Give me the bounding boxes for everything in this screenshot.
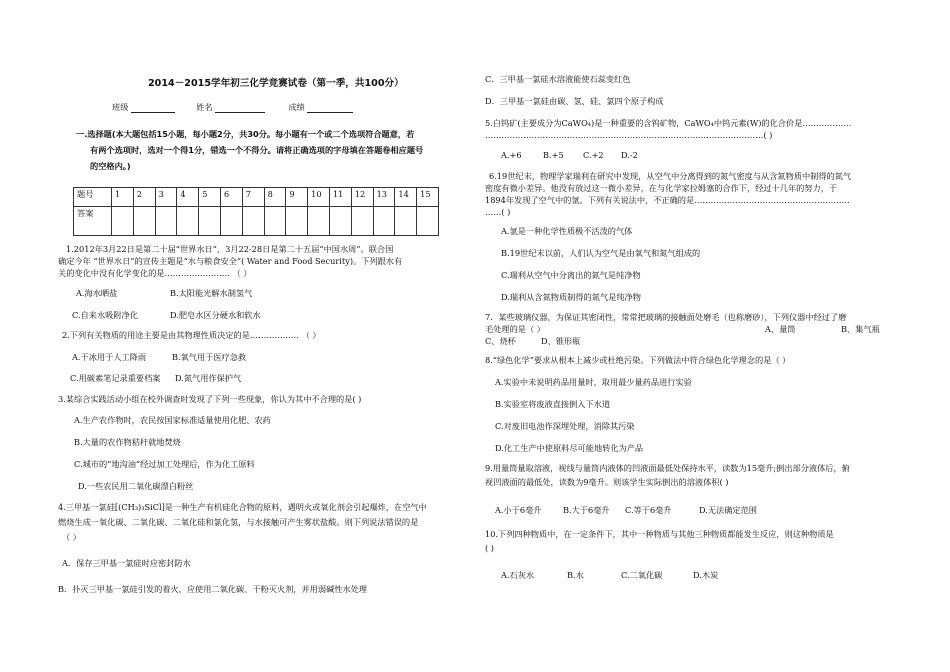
question-10-line-1: 10.下列四种物质中，在一定条件下，其中一种物质与其他三种物质都能发生反应，则这种物质是 xyxy=(485,529,834,539)
question-6-line-2: 密度有微小差异。他没有放过这一微小差异，在与化学家拉姆塞的合作下，经过十几年的努力，于 xyxy=(485,183,838,193)
table-number: 1 xyxy=(112,188,134,207)
class-label: 班级 xyxy=(112,102,129,112)
score-label: 成绩 xyxy=(288,102,305,112)
question-5-option-b: B.+5 xyxy=(543,150,564,160)
question-2-option-b: B.氧气用于医疗急救 xyxy=(172,352,247,362)
table-number: 4 xyxy=(177,188,199,207)
table-number: 10 xyxy=(308,188,330,207)
question-4-option-b: B．扑灭三甲基一氯硅引发的着火，应使用二氧化碳、干粉灭火剂，并用弱碱性水处理 xyxy=(58,584,367,594)
info-line xyxy=(112,102,353,113)
question-7-option-b: B、集气瓶 xyxy=(841,324,880,334)
instructions-line-3: 的空格内。) xyxy=(90,161,131,171)
table-number: 5 xyxy=(199,188,221,207)
question-8-option-c: C.对废旧电池作深埋处理，消除其污染 xyxy=(495,421,635,431)
table-number: 14 xyxy=(395,188,417,207)
question-6-line-1: 6.19世纪末，物理学家瑞利在研究中发现，从空气中分离得到的氮气密度与从含氮物质中制得的氮气 xyxy=(489,171,852,181)
question-1-option-a: A.海水晒盐 xyxy=(76,288,118,298)
question-1-line-1: 1.2012年3月22日是第二十届“世界水日”，3月22-28日是第二十五届“中国水周”。联合国 xyxy=(66,244,394,254)
question-5-line-1: 5.白钨矿(主要成分为CaWO₄)是一种重要的含钨矿物，CaWO₄中钨元素(W)的化合价是……………… xyxy=(485,118,852,128)
instructions-line-2: 有两个选项时，选对一个得1分，错选一个不得分。请将正确选项的字母填在答题卷相应题号 xyxy=(90,145,424,155)
question-2: 2.下列有关物质的用途主要是由其物理性质决定的是……………… （ ） xyxy=(62,330,321,340)
question-3-option-a: A.生产农作物时，农民按国家标准适量使用化肥、农药 xyxy=(74,415,271,425)
answer-cell[interactable] xyxy=(373,207,395,236)
question-3: 3.某综合实践活动小组在校外调查时发现了下列一些现象，你认为其中不合理的是( ) xyxy=(58,394,362,404)
table-number: 12 xyxy=(351,188,373,207)
question-9-option-c: C.等于6毫升 xyxy=(625,505,672,515)
class-field[interactable] xyxy=(131,103,175,113)
table-number: 7 xyxy=(242,188,264,207)
question-6-option-b: B.19世纪末以前，人们认为空气是由氧气和氮气组成的 xyxy=(501,248,701,258)
question-7-line-2: 毛处理的是（ ） xyxy=(485,324,545,334)
table-answer-label: 答案 xyxy=(74,207,112,236)
answer-cell[interactable] xyxy=(112,207,134,236)
answer-table-answer-row xyxy=(74,207,439,236)
question-3-option-b: B.大量的农作物秸秆就地焚烧 xyxy=(74,437,181,447)
question-4-line-3: （ ） xyxy=(62,532,81,542)
question-7-line-1: 7．某些玻璃仪器，为保证其密闭性，常常把玻璃的接触面处磨毛（也称磨砂），下列仪器中经过了磨 xyxy=(485,312,847,322)
answer-cell[interactable] xyxy=(155,207,177,236)
question-10-option-c: C.二氧化碳 xyxy=(621,570,663,580)
name-field[interactable] xyxy=(215,103,265,113)
question-4-line-2: 燃烧生成一氧化碳、二氧化碳、二氧化硅和氯化氢，与水接触可产生雾状盐酸。则下列说法错误的是 xyxy=(58,517,419,527)
question-2-option-a: A.干冰用于人工降雨 xyxy=(72,352,147,362)
question-1-option-c: C.自来水吸附净化 xyxy=(72,310,138,320)
question-9-option-a: A.小于6毫升 xyxy=(495,505,542,515)
answer-cell[interactable] xyxy=(395,207,417,236)
answer-cell[interactable] xyxy=(351,207,373,236)
question-10-option-d: D.木炭 xyxy=(693,570,719,580)
question-8-option-b: B.实验室将废液直接倒入下水道 xyxy=(495,399,611,409)
question-4-line-1: 4.三甲基一氯硅[(CH₃)₃SiCl]是一种生产有机硅化合物的原料，遇明火或氧化剂会引起爆炸，在空气中 xyxy=(58,502,427,512)
question-6-option-d: D.瑞利从含氮物质制得的氮气是纯净物 xyxy=(501,292,641,302)
answer-cell[interactable] xyxy=(177,207,199,236)
question-9-option-b: B.大于6毫升 xyxy=(563,505,610,515)
question-1-option-d: D.肥皂水区分硬水和软水 xyxy=(170,310,261,320)
answer-cell[interactable] xyxy=(264,207,286,236)
question-2-option-d: D.氮气用作保护气 xyxy=(175,373,242,383)
question-8-option-d: D.化工生产中使原料尽可能地转化为产品 xyxy=(495,443,644,453)
table-number: 6 xyxy=(220,188,242,207)
question-5-option-a: A.+6 xyxy=(501,150,522,160)
question-6-line-4: ……( ) xyxy=(485,207,511,217)
name-label: 姓名 xyxy=(196,102,213,112)
exam-title: 2014－2015学年初三化学竞赛试卷（第一季，共100分） xyxy=(148,78,404,89)
answer-cell[interactable] xyxy=(199,207,221,236)
question-4-option-d: D．三甲基一氯硅由碳、氢、硅、氯四个原子构成 xyxy=(485,96,664,106)
answer-cell[interactable] xyxy=(308,207,330,236)
question-4-option-a: A．保存三甲基一氯硅时应密封防水 xyxy=(62,558,191,568)
question-6-option-c: C.瑞利从空气中分离出的氮气是纯净物 xyxy=(501,270,641,280)
question-1-line-2: 确定今年 “世界水日”的宣传主题是“水与粮食安全”( Water and Food Security)。下列跟水有 xyxy=(58,256,403,266)
question-10-option-b: B.水 xyxy=(567,570,584,580)
question-1-option-b: B.太阳能光解水制氢气 xyxy=(170,288,253,298)
question-4-option-c: C．三甲基一氯硅水溶液能使石蕊变红色 xyxy=(485,74,631,84)
question-7-option-c: C、烧杯 xyxy=(485,336,516,346)
question-5-line-2: …………………………………………………………………………………………( ) xyxy=(485,130,773,140)
table-number: 15 xyxy=(417,188,439,207)
answer-cell[interactable] xyxy=(286,207,308,236)
right-column xyxy=(475,0,950,672)
question-10-option-a: A.石灰水 xyxy=(501,570,535,580)
question-3-option-c: C.城市的“地沟油”经过加工处理后，作为化工原料 xyxy=(74,459,255,469)
score-field[interactable] xyxy=(307,103,353,113)
instructions-line-1: 一.选择题(本大题包括15小题，每小题2分，共30分。每小题有一个或二个选项符合题意，若 xyxy=(76,129,415,139)
table-number: 8 xyxy=(264,188,286,207)
table-number: 3 xyxy=(155,188,177,207)
question-5-option-c: C.+2 xyxy=(583,150,604,160)
answer-table-header-row xyxy=(74,188,439,207)
answer-cell[interactable] xyxy=(417,207,439,236)
question-8-option-a: A.实验中未说明药品用量时，取用最少量药品进行实验 xyxy=(495,377,692,387)
question-1-line-3: 关的变化中没有化学变化的是…………………… （ ） xyxy=(58,268,252,278)
answer-cell[interactable] xyxy=(329,207,351,236)
answer-cell[interactable] xyxy=(220,207,242,236)
question-3-option-d: D.一些农民用二氧化碳漂白粉丝 xyxy=(78,481,194,491)
question-10-line-2: ( ) xyxy=(485,543,494,553)
question-5-option-d: D.-2 xyxy=(621,150,638,160)
answer-table xyxy=(73,187,439,236)
table-number: 9 xyxy=(286,188,308,207)
answer-cell[interactable] xyxy=(242,207,264,236)
question-6-line-3: 1894年发现了空气中的氩。下列有关说法中，不正确的是………………………………………………… xyxy=(485,195,850,205)
table-number: 11 xyxy=(329,188,351,207)
question-9-line-2: 视凹液面的最低处，读数为9毫升。则该学生实际倒出的溶液体积( ) xyxy=(485,477,729,487)
question-6-option-a: A.氩是一种化学性质极不活泼的气体 xyxy=(501,226,633,236)
question-9-line-1: 9.用量筒量取溶液，视线与量筒内液体的凹液面最低处保持水平，读数为15毫升;倒出部分液体后，俯 xyxy=(485,463,850,473)
table-header-label: 题号 xyxy=(74,188,112,207)
question-2-option-c: C.用碳素笔记录重要档案 xyxy=(70,373,161,383)
answer-cell[interactable] xyxy=(133,207,155,236)
question-8: 8.“绿色化学”要求从根本上减少或杜绝污染。下列做法中符合绿色化学理念的是（ ） xyxy=(485,355,791,365)
table-number: 13 xyxy=(373,188,395,207)
question-9-option-d: D.无法确定范围 xyxy=(699,505,757,515)
question-7-option-a: A、量筒 xyxy=(765,324,796,334)
table-number: 2 xyxy=(133,188,155,207)
question-7-option-d: D、锥形瓶 xyxy=(541,336,581,346)
